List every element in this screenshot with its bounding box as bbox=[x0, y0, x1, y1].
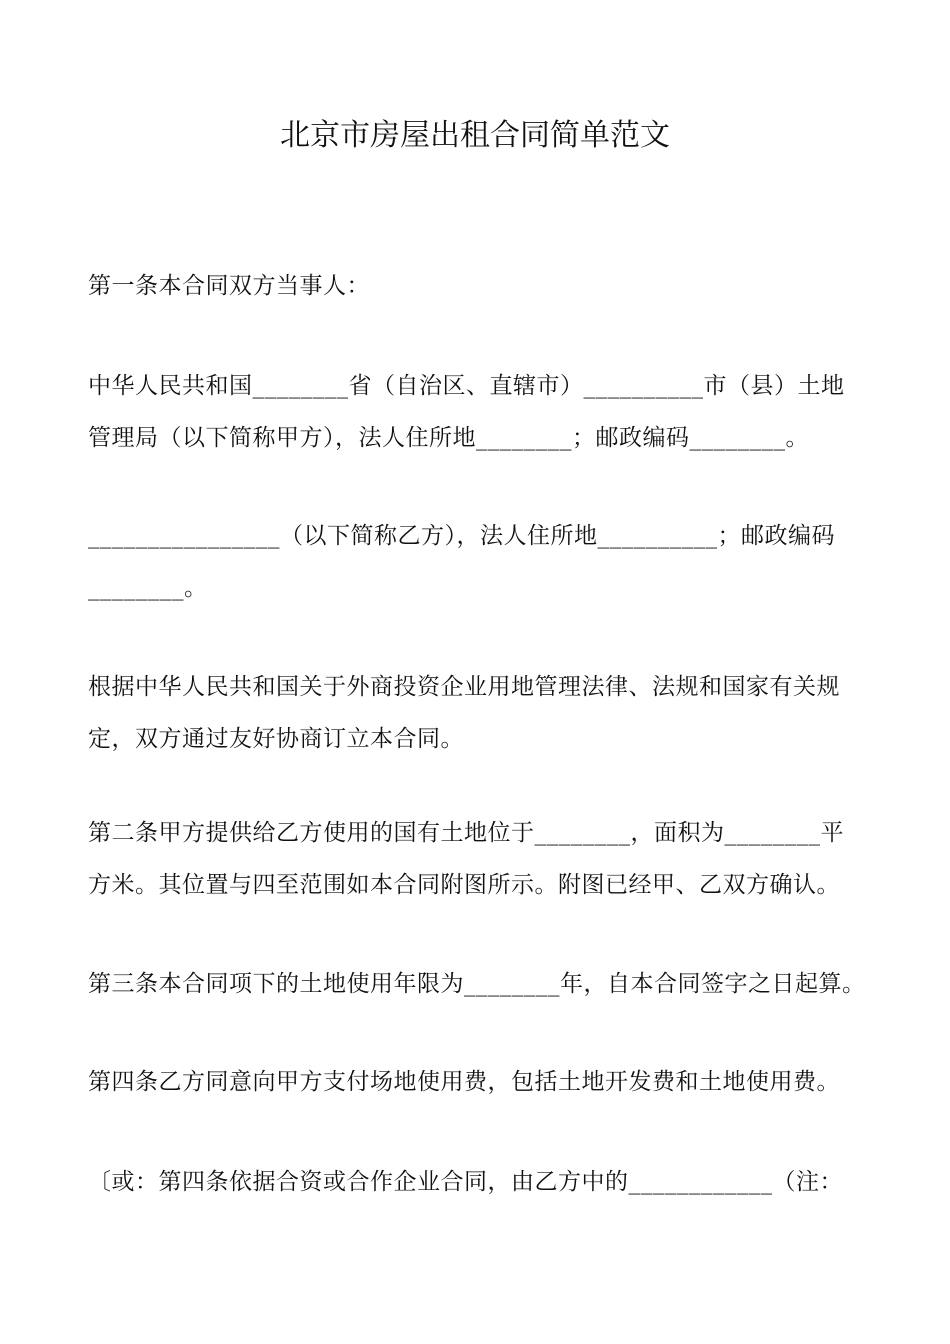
party-a-paragraph: 中华人民共和国________省（自治区、直辖市）__________市（县）土地管理局（以下简称甲方），法人住所地________；邮政编码________。 bbox=[88, 373, 845, 451]
article-4-alternative-paragraph: 〔或：第四条依据合资或合作企业合同，由乙方中的____________（注： bbox=[88, 1169, 843, 1195]
document-title: 北京市房屋出租合同简单范文 bbox=[280, 118, 670, 153]
article-3-paragraph: 第三条本合同项下的土地使用年限为________年，自本合同签字之日起算。 bbox=[88, 971, 866, 997]
basis-paragraph: 根据中华人民共和国关于外商投资企业用地管理法律、法规和国家有关规定，双方通过友好协商订立本合同。 bbox=[88, 674, 840, 752]
party-b-paragraph: ________________（以下简称乙方），法人住所地__________；邮政编码________。 bbox=[88, 523, 835, 601]
article-1-heading: 第一条本合同双方当事人： bbox=[88, 273, 370, 299]
article-2-paragraph: 第二条甲方提供给乙方使用的国有土地位于________，面积为________平方米。其位置与四至范围如本合同附图所示。附图已经甲、乙双方确认。 bbox=[88, 820, 844, 898]
article-4-paragraph: 第四条乙方同意向甲方支付场地使用费，包括土地开发费和土地使用费。 bbox=[88, 1069, 840, 1095]
